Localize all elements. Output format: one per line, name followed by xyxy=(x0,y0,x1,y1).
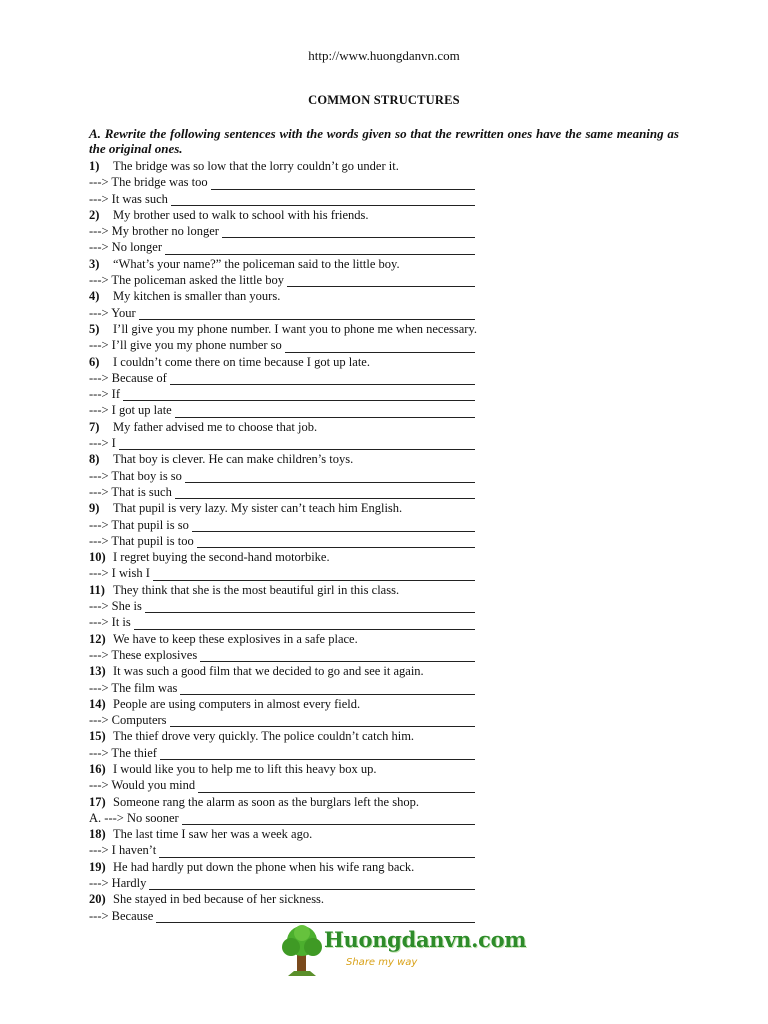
question-line xyxy=(89,419,689,435)
answer-blank[interactable] xyxy=(160,748,475,760)
question-line xyxy=(89,859,689,875)
question-number: 3) xyxy=(89,256,100,271)
answer-line xyxy=(89,777,475,793)
answer-blank[interactable] xyxy=(134,618,475,630)
question-line xyxy=(89,794,689,810)
answer-line xyxy=(89,517,475,533)
question-text: It was such a good film that we decided to go and see it again. xyxy=(113,664,424,679)
question-text: My kitchen is smaller than yours. xyxy=(113,289,281,304)
answer-prompt: ---> My brother no longer xyxy=(89,224,219,239)
answer-prompt: ---> I xyxy=(89,436,116,451)
question-line xyxy=(89,891,689,907)
answer-prompt: ---> That pupil is so xyxy=(89,517,189,532)
answer-blank[interactable] xyxy=(170,373,475,385)
answer-prompt: ---> If xyxy=(89,387,120,402)
question-number: 14) xyxy=(89,696,106,711)
answer-blank[interactable] xyxy=(200,650,475,662)
question-number: 15) xyxy=(89,729,106,744)
answer-line xyxy=(89,174,475,190)
answer-blank[interactable] xyxy=(170,715,475,727)
question-line xyxy=(89,256,689,272)
answer-line xyxy=(89,647,475,663)
question-line xyxy=(89,663,689,679)
question-line xyxy=(89,631,689,647)
answer-prompt: ---> These explosives xyxy=(89,647,198,662)
answer-prompt: ---> It is xyxy=(89,615,131,630)
question-line xyxy=(89,354,689,370)
question-list xyxy=(89,158,689,924)
question-text: The last time I saw her was a week ago. xyxy=(113,827,313,842)
question-line xyxy=(89,500,689,516)
answer-blank[interactable] xyxy=(182,813,475,825)
answer-blank[interactable] xyxy=(180,683,475,695)
question-number: 13) xyxy=(89,664,106,679)
question-number: 1) xyxy=(89,159,100,173)
answer-blank[interactable] xyxy=(175,406,475,418)
answer-blank[interactable] xyxy=(197,536,475,548)
question-number: 10) xyxy=(89,550,106,565)
logo-slogan: Share my way xyxy=(346,957,418,968)
question-number: 17) xyxy=(89,794,106,809)
question-number: 20) xyxy=(89,892,106,907)
answer-blank[interactable] xyxy=(159,846,475,858)
question-line xyxy=(89,826,689,842)
answer-line xyxy=(89,223,475,239)
site-logo xyxy=(280,923,527,979)
answer-prompt: ---> No longer xyxy=(89,240,162,255)
answer-line xyxy=(89,745,475,761)
question-number: 9) xyxy=(89,501,100,516)
answer-line xyxy=(89,337,475,353)
header-url: http://www.huongdanvn.com xyxy=(308,48,460,63)
page-title: COMMON STRUCTURES xyxy=(308,93,460,107)
question-text: He had hardly put down the phone when his wife rang back. xyxy=(113,859,415,874)
answer-blank[interactable] xyxy=(211,178,475,190)
answer-line xyxy=(89,484,475,500)
question-number: 11) xyxy=(89,582,105,597)
answer-prompt: A. ---> No sooner xyxy=(89,810,179,825)
answer-prompt: ---> That is such xyxy=(89,484,172,499)
answer-prompt: ---> I wish I xyxy=(89,566,150,581)
answer-line xyxy=(89,370,475,386)
question-text: My father advised me to choose that job. xyxy=(113,419,318,434)
question-line xyxy=(89,696,689,712)
question-text: I couldn’t come there on time because I got up late. xyxy=(113,354,370,369)
answer-blank[interactable] xyxy=(185,471,475,483)
answer-blank[interactable] xyxy=(192,520,475,532)
question-text: Someone rang the alarm as soon as the burglars left the shop. xyxy=(113,794,419,809)
answer-line xyxy=(89,191,475,207)
question-line xyxy=(89,207,689,223)
answer-blank[interactable] xyxy=(139,308,475,320)
question-number: 12) xyxy=(89,631,106,646)
question-text: That boy is clever. He can make children’s toys. xyxy=(113,452,354,467)
answer-blank[interactable] xyxy=(171,194,475,206)
answer-prompt: ---> Because of xyxy=(89,370,167,385)
answer-line xyxy=(89,875,475,891)
question-text: We have to keep these explosives in a safe place. xyxy=(113,631,358,646)
answer-blank[interactable] xyxy=(198,781,475,793)
answer-prompt: ---> The policeman asked the little boy xyxy=(89,273,284,288)
answer-blank[interactable] xyxy=(285,341,475,353)
answer-line xyxy=(89,565,475,581)
answer-blank[interactable] xyxy=(175,487,475,499)
answer-blank[interactable] xyxy=(145,601,475,613)
answer-line xyxy=(89,272,475,288)
question-number: 8) xyxy=(89,452,100,467)
answer-prompt: ---> It was such xyxy=(89,191,168,206)
question-text: The thief drove very quickly. The police couldn’t catch him. xyxy=(113,729,415,744)
answer-prompt: ---> Because xyxy=(89,908,154,923)
answer-line xyxy=(89,386,475,402)
question-text: That pupil is very lazy. My sister can’t teach him English. xyxy=(113,501,403,516)
answer-prompt: ---> I’ll give you my phone number so xyxy=(89,338,282,353)
question-number: 2) xyxy=(89,207,100,222)
answer-prompt: ---> The bridge was too xyxy=(89,175,208,190)
answer-blank[interactable] xyxy=(123,389,475,401)
question-number: 4) xyxy=(89,289,100,304)
answer-blank[interactable] xyxy=(287,275,475,287)
question-line xyxy=(89,321,689,337)
question-number: 18) xyxy=(89,827,106,842)
answer-blank[interactable] xyxy=(119,438,475,450)
question-text: They think that she is the most beautiful girl in this class. xyxy=(113,582,400,597)
question-number: 7) xyxy=(89,419,100,434)
question-line xyxy=(89,451,689,467)
answer-prompt: ---> Computers xyxy=(89,713,167,728)
question-text: The bridge was so low that the lorry couldn’t go under it. xyxy=(113,159,399,173)
answer-line xyxy=(89,598,475,614)
answer-blank[interactable] xyxy=(156,911,475,923)
question-line xyxy=(89,761,689,777)
question-text: My brother used to walk to school with his friends. xyxy=(113,207,369,222)
question-number: 16) xyxy=(89,761,106,776)
question-text: I regret buying the second-hand motorbike. xyxy=(113,550,330,565)
answer-line xyxy=(89,468,475,484)
answer-line xyxy=(89,305,475,321)
answer-prompt: ---> Your xyxy=(89,305,136,320)
question-line xyxy=(89,728,689,744)
answer-line xyxy=(89,614,475,630)
answer-prompt: ---> I haven’t xyxy=(89,843,157,858)
instruction-text: A. Rewrite the following sentences with the words given so that the rewritten ones have the same meaning as the original ones. xyxy=(89,126,679,156)
answer-prompt: ---> I got up late xyxy=(89,403,172,418)
question-number: 5) xyxy=(89,321,100,336)
question-line xyxy=(89,582,689,598)
answer-line xyxy=(89,810,475,826)
logo-text: Huongdanvn.com xyxy=(324,927,527,952)
question-number: 19) xyxy=(89,859,106,874)
answer-blank[interactable] xyxy=(222,226,475,238)
answer-line xyxy=(89,402,475,418)
question-line xyxy=(89,549,689,565)
answer-prompt: ---> That boy is so xyxy=(89,468,182,483)
answer-prompt: ---> That pupil is too xyxy=(89,533,194,548)
answer-blank[interactable] xyxy=(153,569,475,581)
answer-prompt: ---> Hardly xyxy=(89,876,147,891)
answer-line xyxy=(89,533,475,549)
answer-blank[interactable] xyxy=(149,878,475,890)
answer-line xyxy=(89,239,475,255)
question-text: I’ll give you my phone number. I want you to phone me when necessary. xyxy=(113,321,478,336)
answer-line xyxy=(89,842,475,858)
question-line xyxy=(89,158,689,174)
question-text: “What’s your name?” the policeman said to the little boy. xyxy=(113,256,400,271)
answer-line xyxy=(89,908,475,924)
answer-line xyxy=(89,435,475,451)
question-number: 6) xyxy=(89,354,100,369)
answer-prompt: ---> The thief xyxy=(89,745,157,760)
answer-prompt: ---> Would you mind xyxy=(89,778,196,793)
answer-line xyxy=(89,712,475,728)
question-text: I would like you to help me to lift this heavy box up. xyxy=(113,761,377,776)
question-line xyxy=(89,288,689,304)
answer-prompt: ---> The film was xyxy=(89,680,178,695)
answer-blank[interactable] xyxy=(165,243,475,255)
question-text: She stayed in bed because of her sickness. xyxy=(113,892,325,907)
answer-line xyxy=(89,680,475,696)
answer-prompt: ---> She is xyxy=(89,599,142,614)
question-text: People are using computers in almost every field. xyxy=(113,696,361,711)
tree-icon xyxy=(280,923,324,979)
